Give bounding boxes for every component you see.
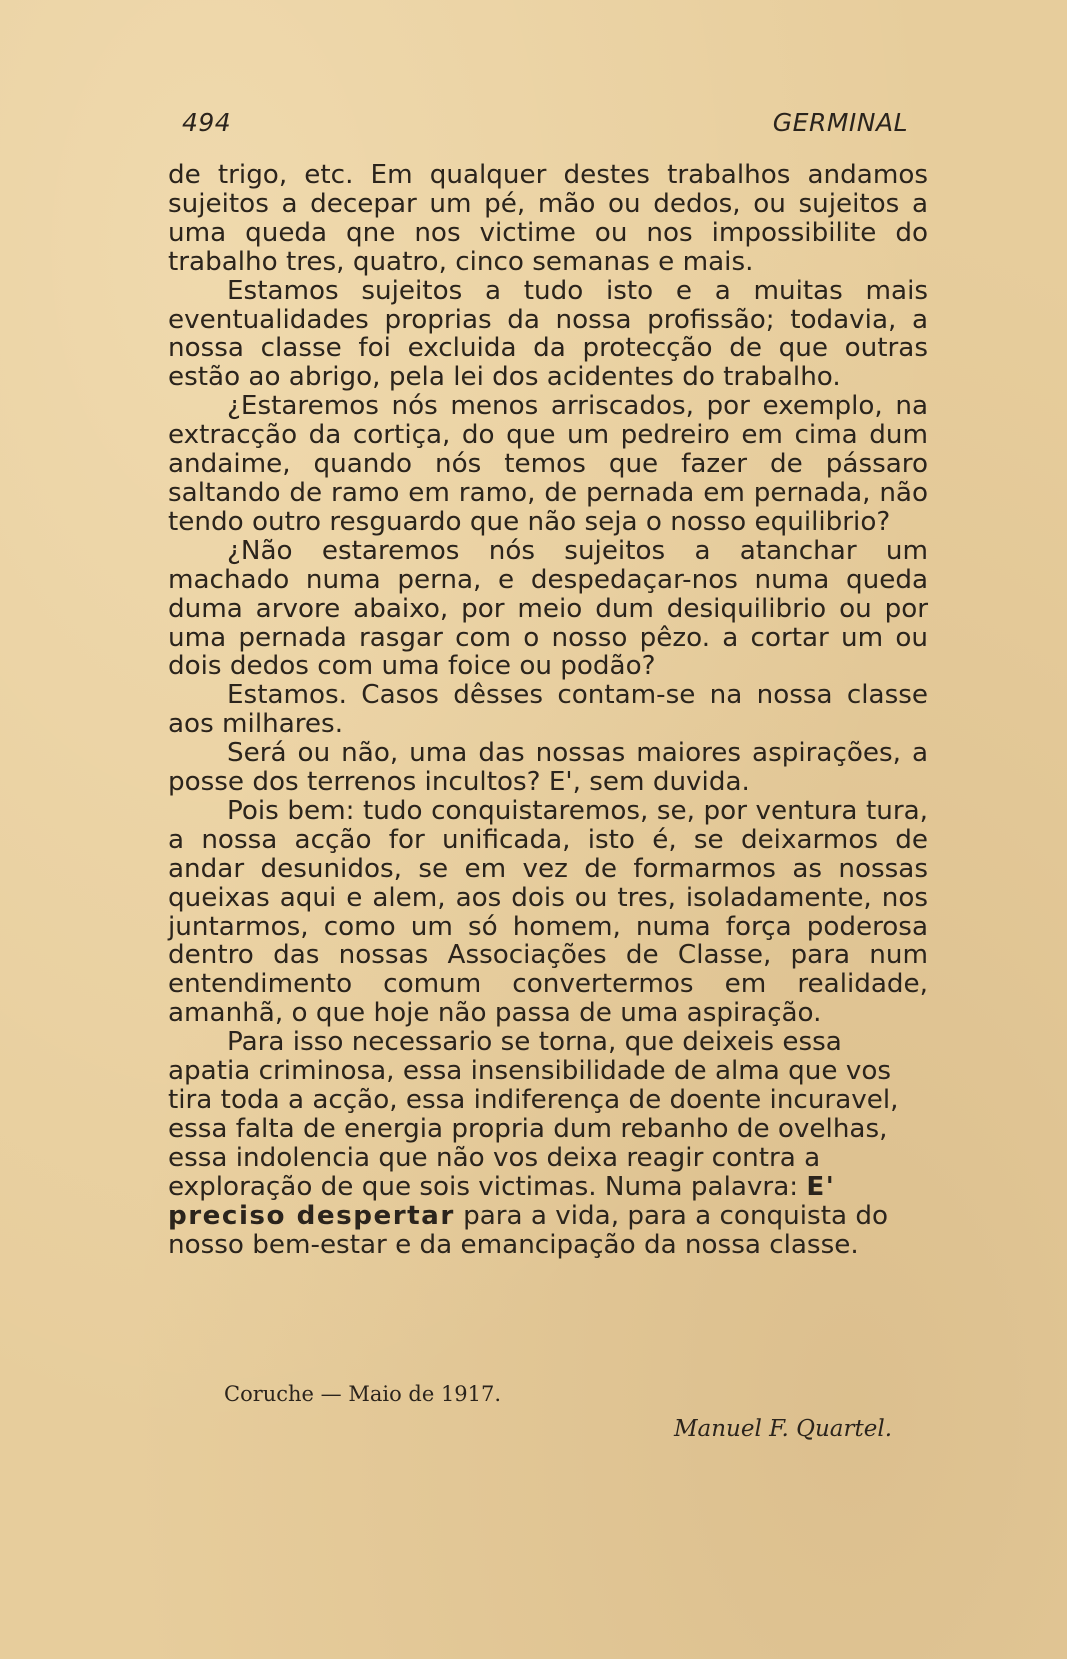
- paragraph-4: ¿Não estaremos nós sujeitos a atanchar um machado numa perna, e despedaçar-nos numa queda duma arvore abaixo, por meio dum desiquilibrio ou por uma pernada rasgar com o nosso pêzo. a cortar um ou dois dedos com uma foice ou podão?: [168, 535, 928, 682]
- paragraph-2: Estamos sujeitos a tudo isto e a muitas mais eventualidades proprias da nossa profissão; todavia, a nossa classe foi excluida da protecção de que outras estão ao abrigo, pela lei dos acidentes do trabalho.: [168, 275, 928, 393]
- running-title: GERMINAL: [772, 108, 908, 137]
- paragraph-8-text-after: para a vida, para a conquista do nosso bem-estar e da emancipação da nossa classe.: [168, 1200, 888, 1260]
- paragraph-8: [168, 1028, 928, 1259]
- paragraph-5: Estamos. Casos dêsses contam-se na nossa classe aos milhares.: [168, 680, 928, 740]
- emphasized-phrase: E' preciso despertar: [168, 1171, 836, 1231]
- article-body: [168, 161, 928, 1259]
- signature-block: [224, 1382, 914, 1462]
- paragraph-7: Pois bem: tudo conquistaremos, se, por ventura tura, a nossa acção for unificada, isto é, se deixarmos de andar desunidos, se em vez de formarmos as nossas queixas aqui e alem, aos dois ou tres, isoladamente, nos juntarmos, como um só homem, numa força poderosa dentro das nossas Associações de Classe, para num entendimento comum convertermos em realidade, amanhã, o que hoje não passa de uma aspiração.: [168, 795, 928, 1029]
- dateline: Coruche — Maio de 1917.: [224, 1382, 502, 1406]
- paragraph-8-text-before: Para isso necessario se torna, que deixeis essa apatia criminosa, essa insensibilidade de alma que vos tira toda a acção, essa indiferença de doente incuravel, essa falta de energia propria dum rebanho de ovelhas, essa indolencia que não vos deixa reagir contra a exploração de que sois victimas. Numa palavra:: [168, 1027, 899, 1202]
- paragraph-6: Será ou não, uma das nossas maiores aspirações, a posse dos terrenos incultos? E', sem duvida.: [168, 738, 928, 798]
- page-number: 494: [182, 108, 232, 137]
- paragraph-3: ¿Estaremos nós menos arriscados, por exemplo, na extracção da cortiça, do que um pedreiro em cima dum andaime, quando nós temos que fazer de pássaro saltando de ramo em ramo, de pernada em pernada, não tendo outro resguardo que não seja o nosso equilibrio?: [168, 391, 928, 537]
- running-header: [168, 108, 908, 144]
- author-signature: Manuel F. Quartel.: [673, 1416, 892, 1442]
- paragraph-1: de trigo, etc. Em qualquer destes trabalhos andamos sujeitos a decepar um pé, mão ou dedos, ou sujeitos a uma queda qne nos victime ou nos impossibilite do trabalho tres, quatro, cinco semanas e mais.: [168, 160, 928, 277]
